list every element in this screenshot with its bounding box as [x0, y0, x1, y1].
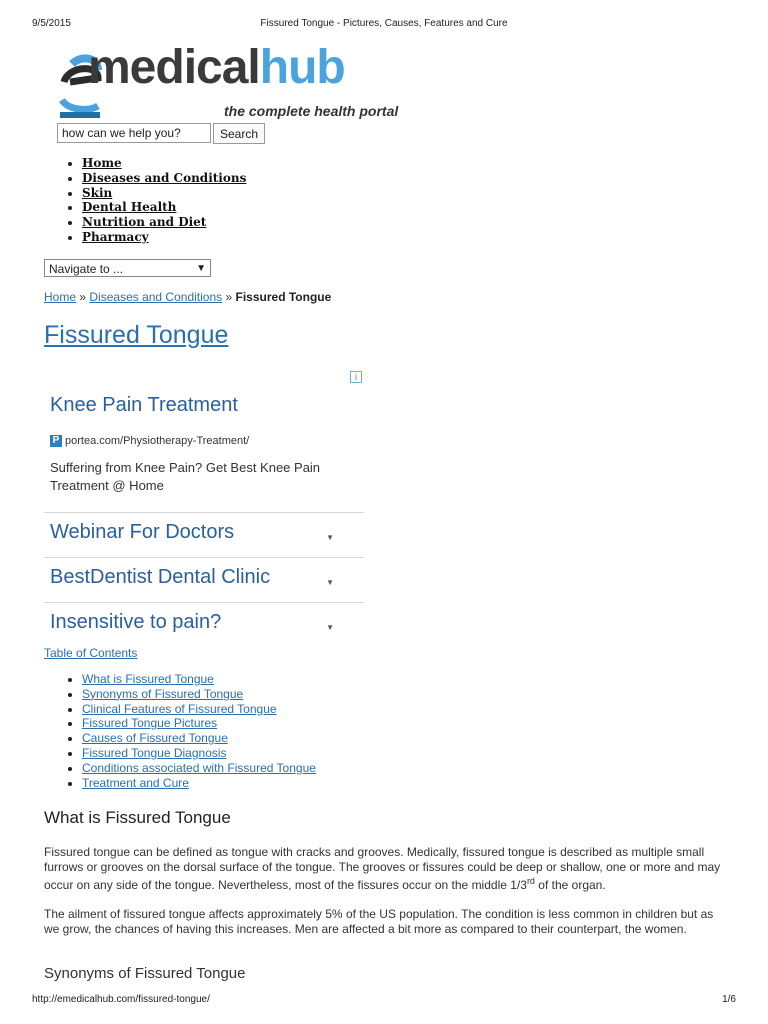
ad-row-label: Webinar For Doctors [50, 521, 235, 543]
nav-item-pharmacy [82, 230, 246, 245]
nav-item-skin [82, 186, 246, 201]
toc-item [82, 761, 316, 776]
ad-row-label: Insensitive to pain? [50, 611, 222, 633]
ad-info-icon[interactable]: i [350, 371, 362, 383]
ad-row-label: BestDentist Dental Clinic [50, 566, 271, 588]
toc-item [82, 672, 316, 687]
toc-link[interactable]: Fissured Tongue Pictures [82, 716, 218, 731]
print-url: http://emedicalhub.com/fissured-tongue/ [32, 994, 210, 1005]
breadcrumb-home[interactable]: Home [44, 290, 77, 304]
toc-link[interactable]: Causes of Fissured Tongue [82, 731, 228, 746]
toc-link[interactable]: Clinical Features of Fissured Tongue [82, 701, 277, 716]
section-heading: What is Fissured Tongue [44, 808, 231, 827]
toc-item [82, 702, 316, 717]
search-input[interactable] [57, 123, 211, 143]
toc-link[interactable]: Treatment and Cure [82, 775, 189, 790]
breadcrumb-separator: » [79, 290, 87, 304]
caret-down-icon: ▼ [326, 623, 334, 632]
toc-item [82, 776, 316, 791]
logo-tagline: the complete health portal [224, 103, 399, 119]
toc-toggle[interactable]: Table of Contents [44, 646, 138, 660]
main-nav [44, 156, 246, 245]
nav-item-dental [82, 200, 246, 215]
breadcrumb-current: Fissured Tongue [235, 290, 332, 304]
caret-down-icon: ▼ [326, 578, 334, 587]
toc-item [82, 731, 316, 746]
navigate-select[interactable] [44, 259, 211, 277]
breadcrumb-separator: » [225, 290, 233, 304]
print-date: 9/5/2015 [32, 18, 71, 29]
ad-row[interactable] [44, 512, 364, 558]
nav-link-home[interactable]: Home [82, 156, 122, 170]
breadcrumb [44, 290, 331, 304]
ad-row[interactable] [44, 602, 364, 648]
search-button[interactable]: Search [213, 123, 265, 144]
ad-badge-icon: P [50, 435, 62, 447]
toc-item [82, 746, 316, 761]
paragraph: Fissured tongue can be defined as tongue with cracks and grooves. Medically, fissured tongue is described as multiple small furrows or grooves on the dorsal surface of the tongue. The grooves or fissures could be deep or shallow, one or more and may occur on any side of the tongue. Nevertheless, most of the fissures occur on the middle 1/3rd of the organ. [44, 845, 721, 892]
nav-link-diseases[interactable]: Diseases and Conditions [82, 170, 247, 185]
toc-list [44, 672, 316, 790]
ad-description[interactable]: Suffering from Knee Pain? Get Best Knee Pain Treatment @ Home [50, 460, 321, 493]
ad-row[interactable] [44, 557, 364, 603]
dropdown-arrow-icon: ▼ [196, 263, 206, 274]
navigate-select-value: Navigate to ... [49, 262, 124, 276]
toc-item [82, 716, 316, 731]
print-page-number: 1/6 [722, 994, 736, 1005]
page-title[interactable]: Fissured Tongue [44, 321, 229, 349]
nav-link-pharmacy[interactable]: Pharmacy [82, 229, 149, 244]
toc-link[interactable]: Fissured Tongue Diagnosis [82, 745, 227, 760]
nav-item-diseases [82, 171, 246, 186]
caret-down-icon: ▼ [326, 533, 334, 542]
nav-link-nutrition[interactable]: Nutrition and Diet [82, 215, 207, 230]
toc-link[interactable]: Synonyms of Fissured Tongue [82, 686, 244, 701]
nav-item-home [82, 156, 246, 171]
print-title: Fissured Tongue - Pictures, Causes, Features and Cure [260, 18, 508, 29]
logo-wordmark: medicalhub [88, 41, 345, 94]
breadcrumb-category[interactable]: Diseases and Conditions [89, 290, 223, 304]
section-subheading: Synonyms of Fissured Tongue [44, 965, 246, 982]
nav-link-skin[interactable]: Skin [82, 185, 113, 200]
toc-item [82, 687, 316, 702]
site-logo[interactable] [58, 41, 399, 124]
ad-url[interactable] [50, 435, 249, 447]
nav-link-dental[interactable]: Dental Health [82, 200, 177, 215]
ad-title[interactable]: Knee Pain Treatment [50, 394, 238, 416]
toc-link[interactable]: What is Fissured Tongue [82, 672, 214, 686]
nav-item-nutrition [82, 215, 246, 230]
toc-link[interactable]: Conditions associated with Fissured Tongue [82, 760, 316, 775]
search-form [57, 123, 265, 144]
paragraph: The ailment of fissured tongue affects approximately 5% of the US population. The condition is less common in children but as we grow, the chances of having this increases. Men are affected a bit more as compared to their counterpart, the women. [44, 907, 714, 936]
ad-url-text: portea.com/Physiotherapy-Treatment/ [65, 435, 250, 447]
